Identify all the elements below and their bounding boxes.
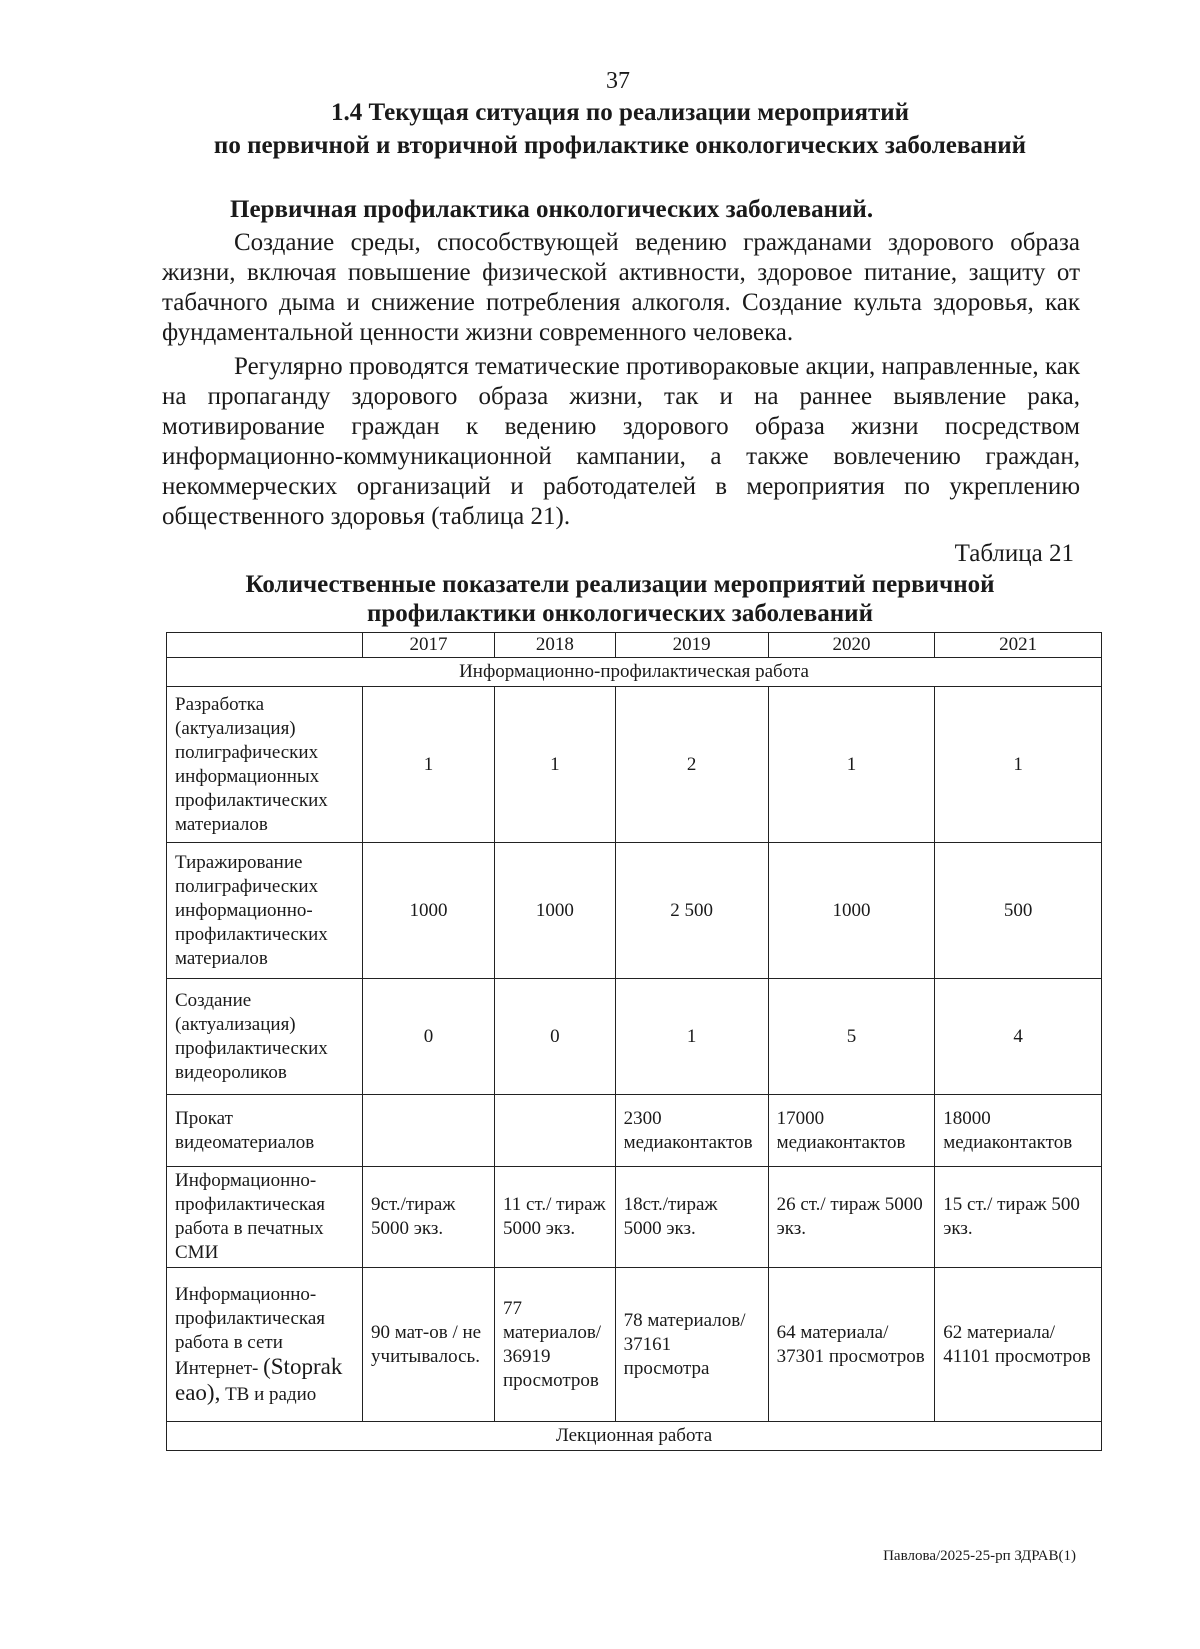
table-cell: 2: [615, 687, 768, 843]
table-cell: 15 ст./ тираж 500 экз.: [935, 1167, 1102, 1268]
table-cell: 90 мат-ов / не учитывалось.: [363, 1268, 495, 1422]
paragraph-2-text: Регулярно проводятся тематические противораковые акции, направленные, как на пропаганду здорового образа жизни, так и на раннее выявление рака, мотивирование граждан к ведению здорового образа жизни посредством информационно-коммуникационной кампании, а также вовлечению граждан, некоммерческих организаций и работодателей в мероприятия по укреплению общественного здоровья (таблица 21).: [162, 353, 1080, 530]
section-title-line-1: 1.4 Текущая ситуация по реализации мероприятий: [330, 99, 910, 126]
table-cell: 1: [768, 687, 935, 843]
table-cell: 77 материалов/ 36919 просмотров: [495, 1268, 616, 1422]
row-label-part-2: (Stoprak eao),: [175, 1353, 343, 1405]
header-year-2020: 2020: [768, 633, 935, 658]
paragraph-1-text: Создание среды, способствующей ведению гражданами здорового образа жизни, включая повышение физической активности, здоровое питание, защиту от табачного дыма и снижение потребления алкоголя. Создание культа здоровья, как фундаментальной ценности жизни современного человека.: [162, 229, 1080, 346]
table-cell: [363, 1095, 495, 1167]
table-cell: 1000: [768, 843, 935, 979]
table-cell: 5: [768, 979, 935, 1095]
table-row: [167, 979, 1102, 1095]
table-cell: 1: [363, 687, 495, 843]
table-row: [167, 1095, 1102, 1167]
table-cell: 1000: [363, 843, 495, 979]
table-section-row: [167, 658, 1102, 687]
table-row: [167, 687, 1102, 843]
table-cell: 18ст./тираж 5000 экз.: [615, 1167, 768, 1268]
table-cell: 1: [615, 979, 768, 1095]
footer-document-code: Павлова/2025-25-рп ЗДРАВ(1): [883, 1548, 1076, 1564]
table-title: [180, 570, 1060, 628]
header-empty-cell: [167, 633, 363, 658]
table-cell: 1: [495, 687, 616, 843]
section-title: [160, 96, 1080, 162]
paragraph-1: [162, 228, 1080, 348]
table-row: [167, 1167, 1102, 1268]
table-cell: [495, 1095, 616, 1167]
table-cell: 500: [935, 843, 1102, 979]
table-cell: 9ст./тираж 5000 экз.: [363, 1167, 495, 1268]
table-cell: 18000 медиаконтактов: [935, 1095, 1102, 1167]
table-cell: 26 ст./ тираж 5000 экз.: [768, 1167, 935, 1268]
row-label: Создание (актуализация) профилактических видеороликов: [167, 979, 363, 1095]
table-row: [167, 843, 1102, 979]
header-year-2017: 2017: [363, 633, 495, 658]
table-header-row: [167, 633, 1102, 658]
table-section-row: [167, 1422, 1102, 1451]
table-cell: 64 материала/ 37301 просмотров: [768, 1268, 935, 1422]
paragraph-2: [162, 352, 1080, 532]
row-label-part-1: Информационно-профилактическая работа в сети Интернет-: [175, 1283, 326, 1379]
row-label: Прокат видеоматериалов: [167, 1095, 363, 1167]
table-label: Таблица 21: [954, 540, 1074, 567]
data-table: [166, 632, 1102, 1451]
table-cell: 1000: [495, 843, 616, 979]
table-cell: 1: [935, 687, 1102, 843]
table-cell: 62 материала/ 41101 просмотров: [935, 1268, 1102, 1422]
table-cell: 17000 медиаконтактов: [768, 1095, 935, 1167]
subsection-title: Первичная профилактика онкологических заболеваний.: [230, 196, 874, 223]
table-cell: 11 ст./ тираж 5000 экз.: [495, 1167, 616, 1268]
table-cell: 2300 медиаконтактов: [615, 1095, 768, 1167]
page-number: 37: [606, 68, 630, 94]
table-cell: 0: [495, 979, 616, 1095]
row-label: Тиражирование полиграфических информационно-профилактических материалов: [167, 843, 363, 979]
header-year-2021: 2021: [935, 633, 1102, 658]
table-row: [167, 1268, 1102, 1422]
table-title-line-1: Количественные показатели реализации мероприятий первичной: [245, 571, 995, 598]
row-label: Разработка (актуализация) полиграфических информационных профилактических материалов: [167, 687, 363, 843]
header-year-2019: 2019: [615, 633, 768, 658]
table-cell: 78 материалов/ 37161 просмотра: [615, 1268, 768, 1422]
row-label-part-3: ТВ и радио: [225, 1383, 317, 1405]
table-cell: 2 500: [615, 843, 768, 979]
table-cell: 4: [935, 979, 1102, 1095]
header-year-2018: 2018: [495, 633, 616, 658]
section-info-prophylactic: Информационно-профилактическая работа: [167, 658, 1102, 687]
table-cell: 0: [363, 979, 495, 1095]
row-label: [167, 1268, 363, 1422]
row-label: Информационно-профилактическая работа в печатных СМИ: [167, 1167, 363, 1268]
section-lecture-work: Лекционная работа: [167, 1422, 1102, 1451]
table-title-line-2: профилактики онкологических заболеваний: [367, 600, 873, 627]
section-title-line-2: по первичной и вторичной профилактике онкологических заболеваний: [213, 132, 1027, 159]
